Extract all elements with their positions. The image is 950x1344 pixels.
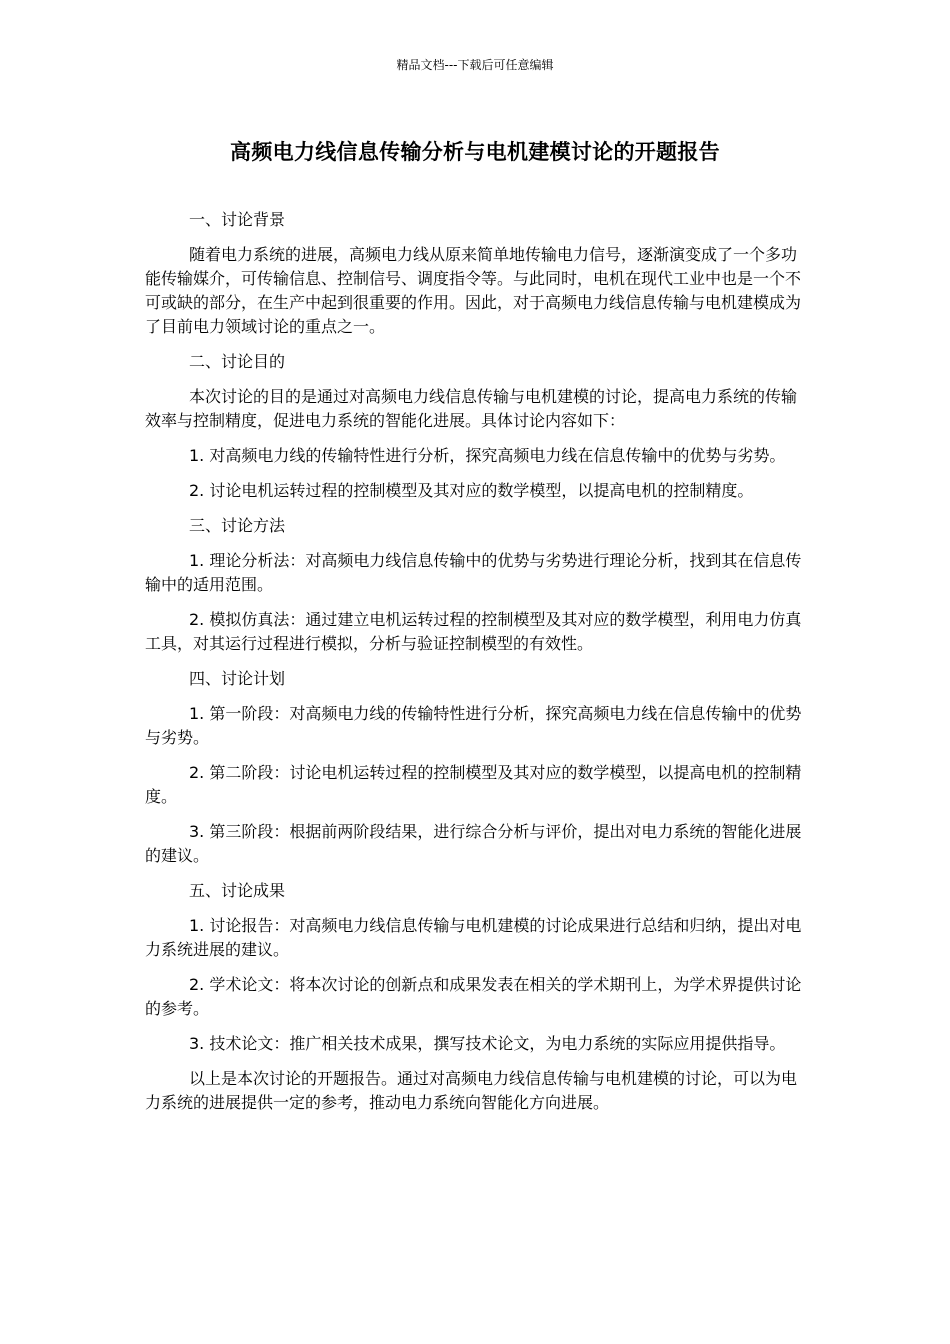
method-item-2: 2. 模拟仿真法：通过建立电机运转过程的控制模型及其对应的数学模型，利用电力仿真工具，对其运行过程进行模拟，分析与验证控制模型的有效性。 bbox=[145, 610, 802, 653]
background-paragraph: 随着电力系统的进展，高频电力线从原来简单地传输电力信号，逐渐演变成了一个多功能传输媒介，可传输信息、控制信号、调度指令等。与此同时，电机在现代工业中也是一个不可或缺的部分，在生产中起到很重要的作用。因此，对于高频电力线信息传输与电机建模成为了目前电力领域讨论的重点之一。 bbox=[145, 245, 802, 336]
section-heading-results: 五、讨论成果 bbox=[189, 881, 286, 900]
section-heading-purpose: 二、讨论目的 bbox=[189, 352, 286, 371]
purpose-item-2: 2. 讨论电机运转过程的控制模型及其对应的数学模型，以提高电机的控制精度。 bbox=[189, 481, 754, 500]
document-title: 高频电力线信息传输分析与电机建模讨论的开题报告 bbox=[230, 140, 720, 164]
document-body bbox=[145, 208, 807, 1126]
plan-item-3: 3. 第三阶段：根据前两阶段结果，进行综合分析与评价，提出对电力系统的智能化进展的建议。 bbox=[145, 822, 802, 865]
plan-item-1: 1. 第一阶段：对高频电力线的传输特性进行分析，探究高频电力线在信息传输中的优势与劣势。 bbox=[145, 704, 802, 747]
conclusion-paragraph: 以上是本次讨论的开题报告。通过对高频电力线信息传输与电机建模的讨论，可以为电力系统的进展提供一定的参考，推动电力系统向智能化方向进展。 bbox=[145, 1069, 798, 1112]
purpose-paragraph: 本次讨论的目的是通过对高频电力线信息传输与电机建模的讨论，提高电力系统的传输效率与控制精度，促进电力系统的智能化进展。具体讨论内容如下： bbox=[145, 387, 798, 430]
page-header-note: 精品文档---下载后可任意编辑 bbox=[396, 58, 554, 72]
results-item-1: 1. 讨论报告：对高频电力线信息传输与电机建模的讨论成果进行总结和归纳，提出对电力系统进展的建议。 bbox=[145, 916, 802, 959]
purpose-item-1: 1. 对高频电力线的传输特性进行分析，探究高频电力线在信息传输中的优势与劣势。 bbox=[189, 446, 786, 465]
section-heading-background: 一、讨论背景 bbox=[189, 210, 286, 229]
method-item-1: 1. 理论分析法：对高频电力线信息传输中的优势与劣势进行理论分析，找到其在信息传输中的适用范围。 bbox=[145, 551, 802, 594]
results-item-3: 3. 技术论文：推广相关技术成果，撰写技术论文，为电力系统的实际应用提供指导。 bbox=[189, 1034, 786, 1053]
section-heading-method: 三、讨论方法 bbox=[189, 516, 286, 535]
results-item-2: 2. 学术论文：将本次讨论的创新点和成果发表在相关的学术期刊上，为学术界提供讨论的参考。 bbox=[145, 975, 802, 1018]
plan-item-2: 2. 第二阶段：讨论电机运转过程的控制模型及其对应的数学模型，以提高电机的控制精度。 bbox=[145, 763, 802, 806]
section-heading-plan: 四、讨论计划 bbox=[189, 669, 286, 688]
